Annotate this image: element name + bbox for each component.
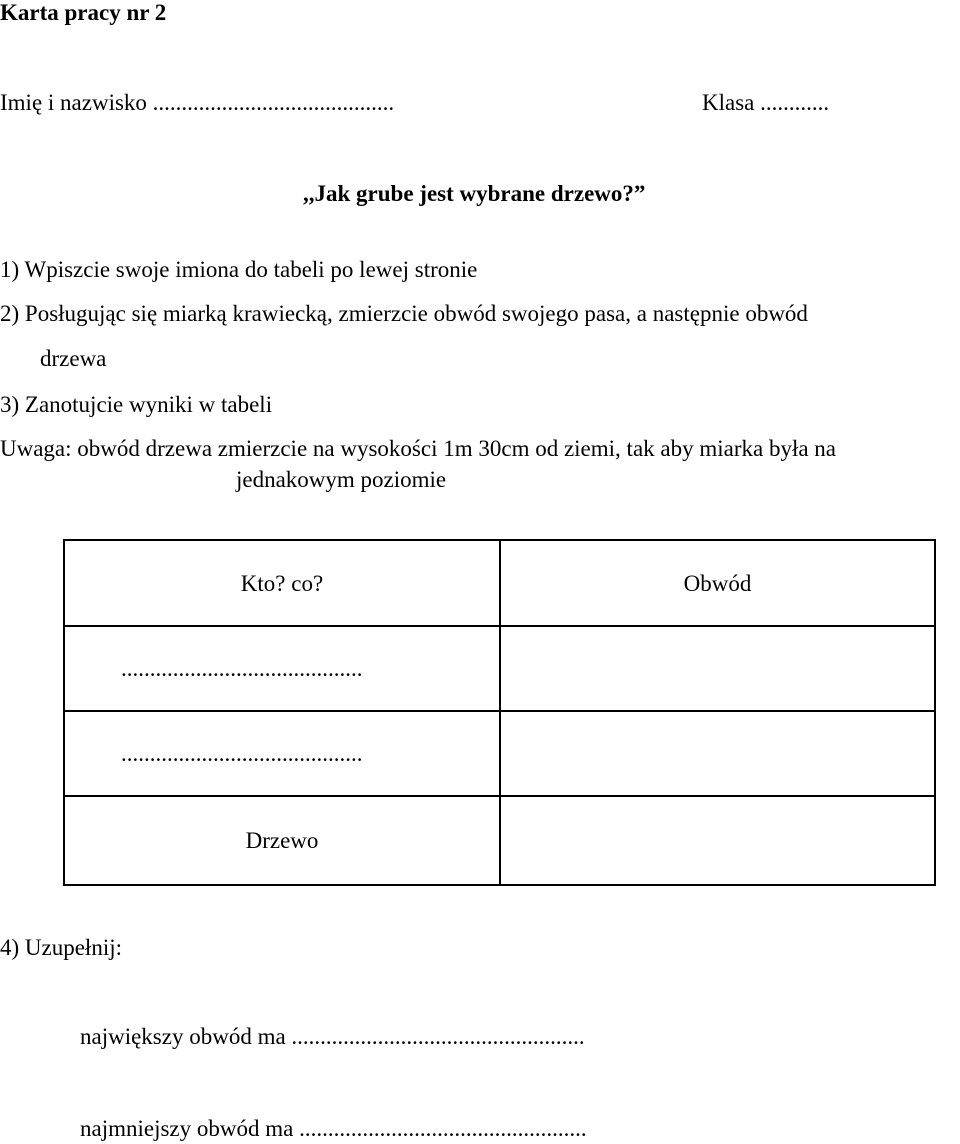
tree-cell: Drzewo [64,796,500,885]
circumference-cell-1[interactable] [500,626,935,711]
tree-circumference-cell[interactable] [500,796,935,885]
page-title: Karta pracy nr 2 [0,0,167,25]
results-table [63,539,936,886]
worksheet-heading: ,,Jak grube jest wybrane drzewo?” [303,181,646,206]
instruction-3: 3) Zanotujcie wyniki w tabeli [0,392,273,417]
name-cell-2[interactable]: .......................................... [64,711,500,796]
smallest-circumference-line: najmniejszy obwód ma .................................................. [80,1116,587,1141]
instruction-2: 2) Posługując się miarką krawiecką, zmierzcie obwód swojego pasa, a następnie obwód [0,301,808,326]
header-who-what: Kto? co? [64,540,500,626]
instruction-1: 1) Wpiszcie swoje imiona do tabeli po lewej stronie [0,257,478,282]
note-line-2: jednakowym poziomie [236,467,447,492]
table-header-row [64,540,935,626]
class-line: Klasa ............ [702,90,830,115]
name-cell-1[interactable]: .......................................... [64,626,500,711]
instruction-2-continuation: drzewa [40,346,107,371]
header-circumference: Obwód [500,540,935,626]
table-row [64,626,935,711]
table-row [64,796,935,885]
name-line: Imię i nazwisko .......................................... [0,90,395,115]
largest-circumference-line: największy obwód ma ................................................... [80,1024,585,1049]
table-row [64,711,935,796]
task-4-label: 4) Uzupełnij: [0,935,122,960]
note-line-1: Uwaga: obwód drzewa zmierzcie na wysokości 1m 30cm od ziemi, tak aby miarka była na [0,436,837,461]
circumference-cell-2[interactable] [500,711,935,796]
